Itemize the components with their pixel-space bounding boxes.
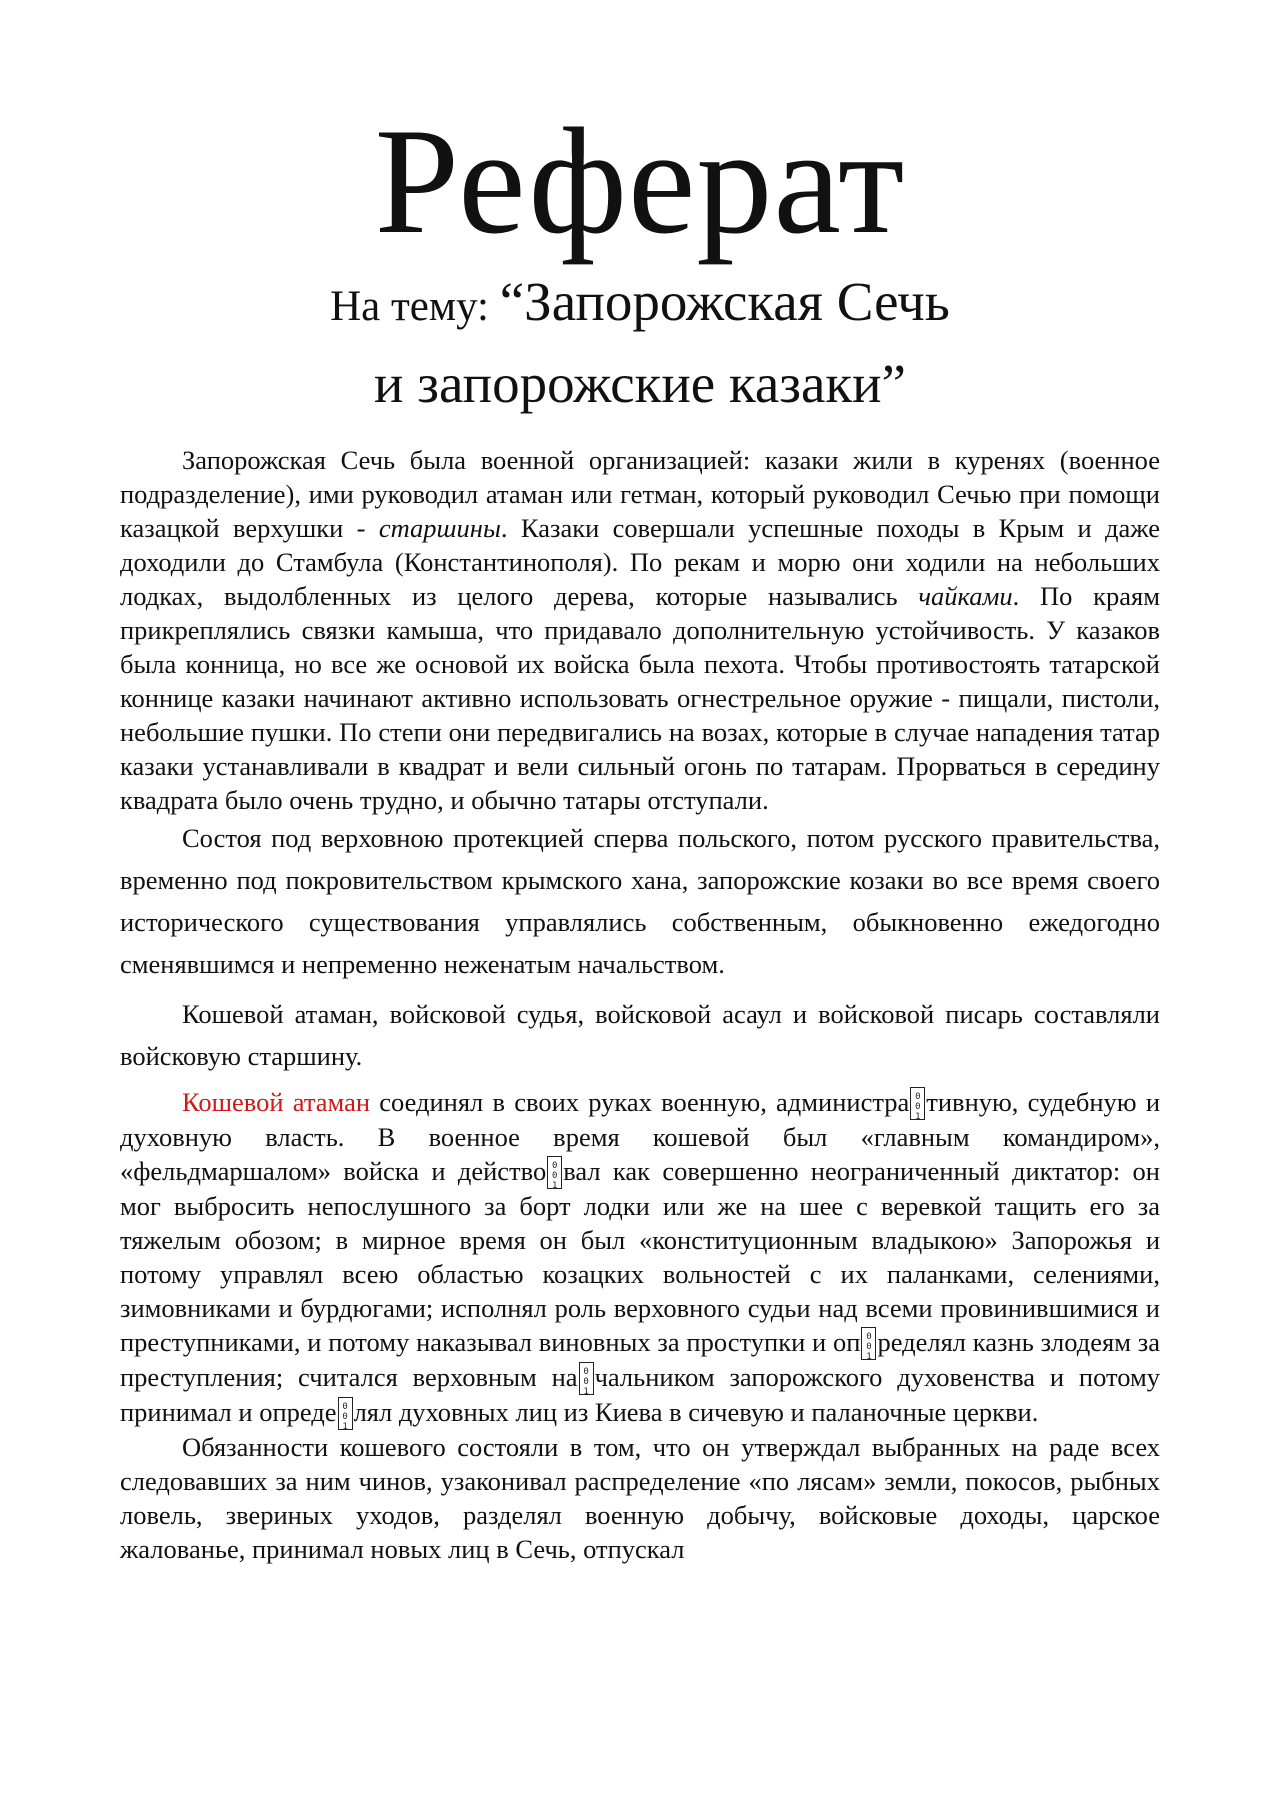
paragraph-1-text-b: . Казаки совершали успешные походы в Крым и даже доходили до Стамбула (Константинополя). По рекам и морю они ходили на небольших лодках, выдолбленных из целого дерева, которые назывались — [120, 513, 1160, 611]
subtitle-line-2 — [0, 350, 1280, 432]
koshevoy-ataman-highlight: Кошевой атаман — [182, 1087, 371, 1117]
document-body — [120, 443, 1160, 1566]
paragraph-5: Обязанности кошевого состояли в том, что он утверждал выбранных на раде всех следовавших за ним чинов, узаконивал распределение «по лясам» земли, покосов, рыбных ловель, звериных уходов, разделял военную добычу, войсковые доходы, царское жалованье, принимал новых лиц в Сечь, отпускал — [120, 1432, 1160, 1564]
missing-glyph-icon: 0 0 1 — [547, 1156, 562, 1189]
paragraph-1-text-a: Запорожская Сечь была военной организацией: казаки жили в куренях (военное подразделение), ими руководил атаман или гетман, который руководил Сечью при помощи казацкой верхушки - — [120, 445, 1160, 543]
paragraph-1 — [120, 443, 1160, 817]
missing-glyph-icon: 0 0 1 — [861, 1327, 876, 1360]
paragraph-4-text-d: ределял казнь злодеям за преступления; считался верховным на — [120, 1327, 1160, 1392]
document-title: Реферат — [374, 97, 906, 265]
subtitle-lead: На тему: — [330, 283, 500, 330]
subtitle-line-1 — [0, 268, 1280, 350]
paragraph-1-text-c: . По краям прикреплялись связки камыша, что придавало дополнительную устойчивость. У казаков была конница, но все же основой их войска была пехота. Чтобы противостоять татарской коннице казаки начинают активно использовать огнестрельное оружие - пищали, пистоли, небольшие пушки. По степи они передвигались на возах, которые в случае нападения татар казаки устанавливали в квадрат и вели сильный огонь по татарам. Прорваться в середину квадрата было очень трудно, и обычно татары отступали. — [120, 581, 1161, 815]
document-subtitle — [0, 268, 1280, 432]
paragraph-4-text-f: лял духовных лиц из Киева в сичевую и паланочные церкви. — [353, 1397, 1039, 1427]
paragraph-3: Кошевой атаман, войсковой судья, войсковой асаул и войсковой писарь составляли войсковую старшину. — [120, 999, 1160, 1071]
paragraph-4-text-e: чальником запорожского духовенства и потому принимал и опреде — [120, 1362, 1160, 1427]
paragraph-1-emphasis-chaiki: чайками — [918, 581, 1013, 611]
missing-glyph-icon: 0 0 1 — [910, 1087, 925, 1120]
paragraph-4-text-b: тивную, судебную и духовную власть. В военное время кошевой был «главным командиром», «фельдмаршалом» войска и действо — [120, 1087, 1161, 1186]
missing-glyph-icon: 0 0 1 — [338, 1397, 353, 1430]
missing-glyph-icon: 0 0 1 — [579, 1362, 594, 1395]
paragraph-4 — [120, 1085, 1160, 1430]
paragraph-4-text-a: соединял в своих руках военную, администра — [370, 1087, 910, 1117]
paragraph-2: Состоя под верховною протекцией сперва польского, потом русского правительства, временно под покровительством крымского хана, запорожские козаки во все время своего исторического существования управлялись собственным, обыкновенно ежедогодно сменявшимся и непременно неженатым начальством. — [120, 823, 1160, 979]
subtitle-topic-line-1: “Запорожская Сечь — [499, 271, 950, 332]
paragraph-4-text-c: вал как совершенно неограниченный диктатор: он мог выбросить непослушного за борт лодки или же на шее с веревкой тащить его за тяжелым обозом; в мирное время он был «конституционным владыкою» Запорожья и потому управлял всею областью козацких вольностей с их паланками, селениями, зимовниками и бурдюгами; исполнял роль верховного судьи над всеми провинившимися и преступниками, и потому наказывал виновных за проступки и оп — [120, 1156, 1160, 1357]
paragraph-1-emphasis-starshiny: старшины — [378, 513, 501, 543]
subtitle-topic-line-2: и запорожские казаки” — [374, 353, 906, 414]
